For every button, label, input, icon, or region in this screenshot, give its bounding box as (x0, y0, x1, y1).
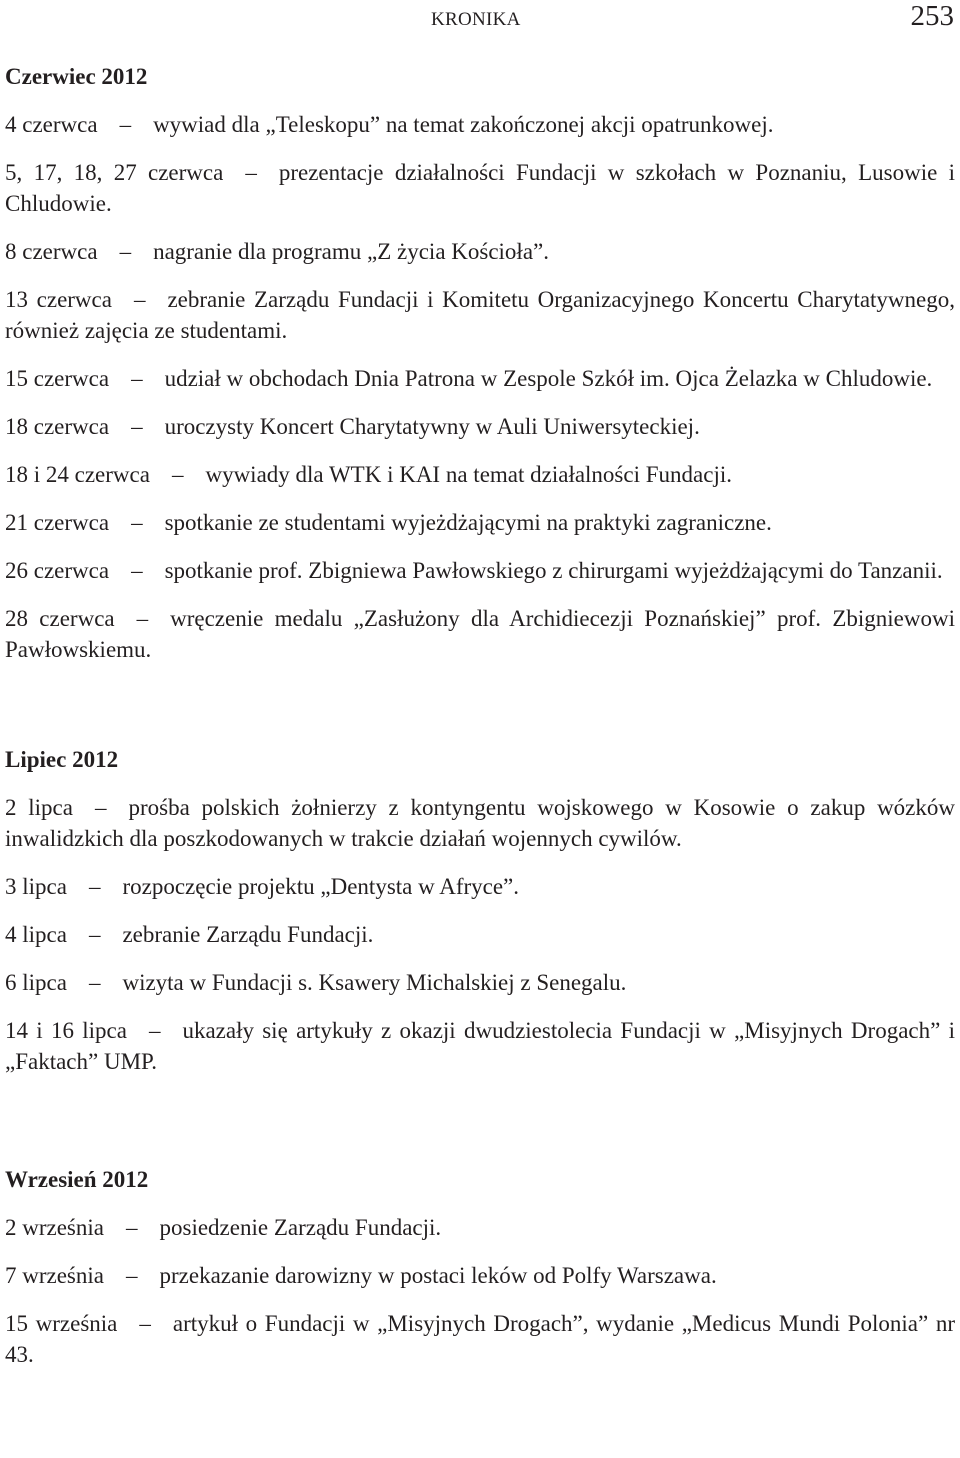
entry-text: wywiad dla „Teleskopu” na temat zakończonej akcji opatrunkowej. (153, 112, 774, 137)
entry-dash: – (133, 287, 146, 312)
section-spacer (5, 665, 955, 745)
chronicle-entry (5, 967, 955, 998)
section-heading: Lipiec 2012 (5, 747, 119, 772)
chronicle-entry (5, 1260, 955, 1291)
page-number: 253 (910, 0, 954, 32)
entry-dash: – (94, 795, 107, 820)
entry-dash: – (139, 1311, 151, 1336)
entry-text: uroczysty Koncert Charytatywny w Auli Uniwersyteckiej. (164, 414, 700, 439)
entry-date: 15 czerwca (5, 366, 110, 391)
entry-text: wizyta w Fundacji s. Ksawery Michalskiej z Senegalu. (122, 970, 627, 995)
entry-text: spotkanie prof. Zbigniewa Pawłowskiego z chirurgami wyjeżdżającymi do Tanzanii. (164, 558, 943, 583)
chronicle-entry (5, 411, 955, 442)
chronicle-entry (5, 555, 955, 586)
entry-date: 28 czerwca (5, 606, 115, 631)
chronicle-entry (5, 919, 955, 950)
entry-text: rozpoczęcie projektu „Dentysta w Afryce”. (122, 874, 520, 899)
chronicle-entry (5, 363, 955, 394)
chronicle-entry (5, 507, 955, 538)
chronicle-entry (5, 284, 955, 346)
entry-dash: – (131, 558, 143, 583)
running-header (0, 0, 960, 36)
chronicle-entry (5, 157, 955, 219)
entry-dash: – (119, 112, 132, 137)
entry-dash: – (148, 1018, 161, 1043)
running-title: KRONIKA (431, 9, 521, 30)
entry-date: 3 lipca (5, 874, 67, 899)
chronicle-entry (5, 109, 955, 140)
entry-text: artykuł o Fundacji w „Misyjnych Drogach”, wydanie „Medicus Mundi Polonia” nr 43. (5, 1311, 955, 1367)
entry-text: udział w obchodach Dnia Patrona w Zespole Szkół im. Ojca Żelazka w Chludowie. (164, 366, 933, 391)
chronicle-entry (5, 871, 955, 902)
entry-dash: – (171, 462, 184, 487)
entry-text: przekazanie darowizny w postaci leków od Polfy Warszawa. (159, 1263, 717, 1288)
entry-text: posiedzenie Zarządu Fundacji. (159, 1215, 442, 1240)
entry-date: 4 lipca (5, 922, 67, 947)
chronicle-entry (5, 1308, 955, 1370)
section-september-2012 (5, 1165, 955, 1370)
chronicle-entry (5, 1015, 955, 1077)
entry-date: 7 września (5, 1263, 104, 1288)
entry-dash: – (136, 606, 149, 631)
entry-text: prezentacje działalności Fundacji w szkołach w Poznaniu, Lusowie i Chludowie. (5, 160, 955, 216)
entry-date: 26 czerwca (5, 558, 110, 583)
entry-date: 14 i 16 lipca (5, 1018, 127, 1043)
entry-date: 2 września (5, 1215, 104, 1240)
entry-text: nagranie dla programu „Z życia Kościoła”. (153, 239, 549, 264)
entry-dash: – (245, 160, 257, 185)
chronicle-body (5, 62, 955, 1370)
chronicle-entry (5, 603, 955, 665)
section-spacer (5, 1077, 955, 1165)
entry-dash: – (131, 510, 143, 535)
section-june-2012 (5, 62, 955, 665)
section-heading: Wrzesień 2012 (5, 1167, 149, 1192)
entry-dash: – (88, 922, 101, 947)
entry-date: 13 czerwca (5, 287, 112, 312)
entry-date: 2 lipca (5, 795, 73, 820)
entry-dash: – (88, 970, 101, 995)
entry-dash: – (88, 874, 101, 899)
entry-date: 18 i 24 czerwca (5, 462, 150, 487)
entry-date: 18 czerwca (5, 414, 110, 439)
section-heading: Czerwiec 2012 (5, 64, 148, 89)
entry-text: zebranie Zarządu Fundacji i Komitetu Organizacyjnego Koncertu Charytatywnego, również zajęcia ze studentami. (5, 287, 956, 343)
entry-date: 5, 17, 18, 27 czerwca (5, 160, 224, 185)
entry-text: zebranie Zarządu Fundacji. (122, 922, 374, 947)
entry-text: wywiady dla WTK i KAI na temat działalności Fundacji. (205, 462, 732, 487)
chronicle-entry (5, 1212, 955, 1243)
entry-text: spotkanie ze studentami wyjeżdżającymi na praktyki zagraniczne. (164, 510, 772, 535)
entry-date: 15 września (5, 1311, 118, 1336)
entry-date: 21 czerwca (5, 510, 110, 535)
entry-dash: – (119, 239, 132, 264)
chronicle-entry (5, 792, 955, 854)
entry-dash: – (131, 366, 143, 391)
entry-date: 6 lipca (5, 970, 67, 995)
entry-dash: – (126, 1263, 138, 1288)
entry-date: 4 czerwca (5, 112, 98, 137)
chronicle-entry (5, 236, 955, 267)
section-july-2012 (5, 745, 955, 1077)
entry-dash: – (126, 1215, 138, 1240)
entry-date: 8 czerwca (5, 239, 98, 264)
entry-dash: – (131, 414, 143, 439)
entry-text: prośba polskich żołnierzy z kontyngentu wojskowego w Kosowie o zakup wózków inwalidzkich dla poszkodowanych w trakcie działań wojennych cywilów. (5, 795, 955, 851)
chronicle-entry (5, 459, 955, 490)
entry-text: ukazały się artykuły z okazji dwudziestolecia Fundacji w „Misyjnych Drogach” i „Faktach” UMP. (5, 1018, 956, 1074)
entry-text: wręczenie medalu „Zasłużony dla Archidiecezji Poznańskiej” prof. Zbigniewowi Pawłowskiemu. (5, 606, 955, 662)
